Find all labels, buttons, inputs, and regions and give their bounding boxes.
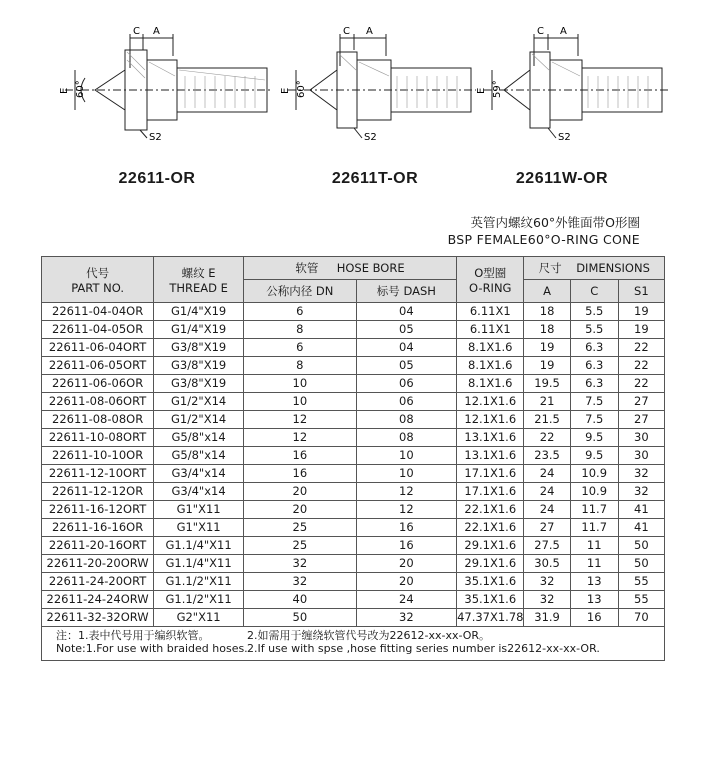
table-cell: 17.1X1.6 — [457, 465, 524, 483]
model-label-1: 22611-OR — [118, 170, 196, 187]
table-cell: 8 — [243, 321, 356, 339]
table-cell: G1.1/2"X11 — [154, 591, 244, 609]
table-cell: 12.1X1.6 — [457, 393, 524, 411]
table-row — [42, 429, 665, 447]
table-cell: 32 — [524, 591, 570, 609]
table-cell: 22.1X1.6 — [457, 519, 524, 537]
table-cell: 10.9 — [570, 483, 618, 501]
table-cell: G5/8"x14 — [154, 447, 244, 465]
table-cell: 12 — [243, 411, 356, 429]
table-cell: 27 — [524, 519, 570, 537]
table-cell: 16 — [356, 519, 456, 537]
header-part-en: PART NO. — [71, 280, 124, 295]
table-cell: 9.5 — [570, 447, 618, 465]
table-row — [42, 501, 665, 519]
header-dash: 标号 DASH — [356, 280, 456, 303]
table-cell: G3/8"X19 — [154, 339, 244, 357]
header-thread — [154, 257, 244, 303]
table-cell: 19 — [618, 321, 664, 339]
table-cell: 6.11X1 — [457, 321, 524, 339]
table-cell: 50 — [243, 609, 356, 627]
table-cell: 22 — [618, 339, 664, 357]
table-cell: G1/2"X14 — [154, 411, 244, 429]
table-cell: 20 — [356, 573, 456, 591]
table-cell: 32 — [243, 555, 356, 573]
table-cell: 22611-10-08ORT — [42, 429, 154, 447]
table-cell: 6.3 — [570, 357, 618, 375]
notes-box — [41, 622, 665, 661]
spec-table — [41, 256, 665, 627]
table-cell: 22611-12-10ORT — [42, 465, 154, 483]
table-cell: 19 — [524, 339, 570, 357]
table-cell: 27 — [618, 393, 664, 411]
table-cell: 12 — [356, 483, 456, 501]
header-part — [42, 257, 154, 303]
table-cell: 22611-06-06OR — [42, 375, 154, 393]
table-cell: 22 — [618, 357, 664, 375]
table-cell: 17.1X1.6 — [457, 483, 524, 501]
table-cell: 24 — [524, 465, 570, 483]
table-cell: 06 — [356, 393, 456, 411]
dim-c-label-3: C — [537, 26, 544, 37]
table-row — [42, 465, 665, 483]
table-cell: 6.11X1 — [457, 303, 524, 321]
table-cell: 12.1X1.6 — [457, 411, 524, 429]
header-part-cn: 代号 — [86, 265, 110, 280]
table-cell: 04 — [356, 303, 456, 321]
table-cell: 22 — [618, 375, 664, 393]
table-cell: 31.9 — [524, 609, 570, 627]
table-cell: G2"X11 — [154, 609, 244, 627]
header-dn: 公称内径 DN — [243, 280, 356, 303]
table-cell: 27.5 — [524, 537, 570, 555]
dim-e-label-2: E — [280, 87, 291, 94]
dim-c-label-2: C — [343, 26, 350, 37]
header-dim-en: DIMENSIONS — [576, 261, 650, 275]
table-cell: 13 — [570, 591, 618, 609]
table-cell: 40 — [243, 591, 356, 609]
table-row — [42, 339, 665, 357]
table-cell: 22611-06-05ORT — [42, 357, 154, 375]
table-cell: 22611-10-10OR — [42, 447, 154, 465]
table-cell: 35.1X1.6 — [457, 591, 524, 609]
table-cell: 24 — [524, 483, 570, 501]
header-oring-cn: O型圈 — [474, 265, 507, 280]
table-cell: 27 — [618, 411, 664, 429]
table-row — [42, 357, 665, 375]
table-cell: 22611-16-12ORT — [42, 501, 154, 519]
drawings-area — [0, 0, 706, 200]
table-cell: G3/8"X19 — [154, 357, 244, 375]
table-row — [42, 537, 665, 555]
angle-label-2: 60° — [296, 80, 307, 98]
table-cell: 10 — [356, 447, 456, 465]
table-cell: 11.7 — [570, 501, 618, 519]
table-cell: 12 — [243, 429, 356, 447]
note-2-en: 2.If use with spse ,hose fitting series number is22612-xx-xx-OR. — [247, 642, 600, 655]
table-cell: 22611-20-20ORW — [42, 555, 154, 573]
header-thread-en: THREAD E — [169, 280, 228, 295]
table-cell: 19.5 — [524, 375, 570, 393]
table-cell: 30 — [618, 447, 664, 465]
header-dim-cn: 尺寸 — [538, 261, 562, 275]
table-cell: 7.5 — [570, 411, 618, 429]
table-cell: 22611-08-06ORT — [42, 393, 154, 411]
table-cell: 35.1X1.6 — [457, 573, 524, 591]
table-cell: 22611-08-08OR — [42, 411, 154, 429]
table-cell: 22 — [524, 429, 570, 447]
table-cell: 21 — [524, 393, 570, 411]
angle-label-3: 59° — [492, 80, 503, 98]
table-cell: 22611-16-16OR — [42, 519, 154, 537]
table-cell: 32 — [618, 483, 664, 501]
table-cell: 32 — [618, 465, 664, 483]
table-cell: 20 — [243, 483, 356, 501]
table-row — [42, 591, 665, 609]
table-row — [42, 555, 665, 573]
table-cell: 41 — [618, 519, 664, 537]
table-cell: 9.5 — [570, 429, 618, 447]
header-thread-cn: 螺纹 E — [181, 265, 216, 280]
table-cell: 5.5 — [570, 321, 618, 339]
table-cell: 13 — [570, 573, 618, 591]
table-cell: G1/4"X19 — [154, 321, 244, 339]
table-cell: 20 — [356, 555, 456, 573]
spec-table-body — [42, 303, 665, 627]
table-cell: 13.1X1.6 — [457, 429, 524, 447]
table-cell: 70 — [618, 609, 664, 627]
table-cell: 22611-24-24ORW — [42, 591, 154, 609]
table-cell: 22611-06-04ORT — [42, 339, 154, 357]
dim-e-label-3: E — [476, 87, 487, 94]
table-cell: 20 — [243, 501, 356, 519]
fitting-drawing-1 — [55, 20, 275, 145]
table-row — [42, 393, 665, 411]
table-cell: 24 — [524, 501, 570, 519]
table-row — [42, 573, 665, 591]
table-cell: 6 — [243, 303, 356, 321]
fitting-drawing-3 — [478, 20, 678, 145]
header-oring-en: O-RING — [469, 280, 512, 295]
table-cell: 08 — [356, 429, 456, 447]
table-cell: 55 — [618, 573, 664, 591]
table-cell: 19 — [524, 357, 570, 375]
table-row — [42, 411, 665, 429]
dim-c-label-1: C — [133, 26, 140, 37]
table-cell: 16 — [243, 447, 356, 465]
table-cell: 22611-12-12OR — [42, 483, 154, 501]
table-cell: 12 — [356, 501, 456, 519]
table-cell: 22611-24-20ORT — [42, 573, 154, 591]
table-cell: 05 — [356, 321, 456, 339]
header-hose-cn: 软管 — [295, 261, 319, 275]
header-c: C — [570, 280, 618, 303]
note-1-cn: 注：1.表中代号用于编织软管。 — [56, 629, 210, 642]
table-cell: 6 — [243, 339, 356, 357]
table-cell: 22611-04-04OR — [42, 303, 154, 321]
table-cell: G1.1/4"X11 — [154, 555, 244, 573]
table-cell: G3/4"x14 — [154, 465, 244, 483]
dim-a-label-1: A — [153, 26, 160, 37]
table-cell: 24 — [356, 591, 456, 609]
table-row — [42, 519, 665, 537]
fitting-drawing-2 — [282, 20, 482, 145]
table-cell: G1/2"X14 — [154, 393, 244, 411]
table-cell: 23.5 — [524, 447, 570, 465]
model-label-3: 22611W-OR — [515, 170, 609, 187]
table-cell: 05 — [356, 357, 456, 375]
table-cell: 04 — [356, 339, 456, 357]
table-cell: G1"X11 — [154, 501, 244, 519]
table-cell: 6.3 — [570, 375, 618, 393]
table-cell: G5/8"x14 — [154, 429, 244, 447]
dim-s-label-1: S2 — [149, 132, 162, 143]
table-cell: 18 — [524, 303, 570, 321]
table-cell: 29.1X1.6 — [457, 555, 524, 573]
header-hose — [243, 257, 456, 280]
table-cell: 18 — [524, 321, 570, 339]
dim-e-label-1: E — [59, 87, 70, 94]
table-cell: G3/8"X19 — [154, 375, 244, 393]
table-cell: 16 — [356, 537, 456, 555]
dim-s-label-2: S2 — [364, 132, 377, 143]
table-cell: 32 — [356, 609, 456, 627]
table-cell: 50 — [618, 537, 664, 555]
table-cell: G1/4"X19 — [154, 303, 244, 321]
table-cell: 7.5 — [570, 393, 618, 411]
table-cell: 47.37X1.78 — [457, 609, 524, 627]
table-cell: 10.9 — [570, 465, 618, 483]
dim-s-label-3: S2 — [558, 132, 571, 143]
table-cell: 19 — [618, 303, 664, 321]
table-cell: 30 — [618, 429, 664, 447]
table-cell: 32 — [243, 573, 356, 591]
table-cell: 22.1X1.6 — [457, 501, 524, 519]
model-label-2: 22611T-OR — [331, 170, 419, 187]
table-cell: 29.1X1.6 — [457, 537, 524, 555]
table-cell: 08 — [356, 411, 456, 429]
table-cell: 22611-20-16ORT — [42, 537, 154, 555]
note-1-en: Note:1.For use with braided hoses. — [56, 642, 248, 655]
table-cell: 10 — [356, 465, 456, 483]
table-cell: G1.1/2"X11 — [154, 573, 244, 591]
dim-a-label-3: A — [560, 26, 567, 37]
table-cell: 41 — [618, 501, 664, 519]
table-row — [42, 321, 665, 339]
table-cell: 8.1X1.6 — [457, 357, 524, 375]
angle-label-1: 60° — [75, 80, 86, 98]
table-cell: 11 — [570, 537, 618, 555]
header-oring — [457, 257, 524, 303]
note-2-cn: 2.如需用于缠绕软管代号改为22612-xx-xx-OR。 — [247, 629, 491, 642]
table-row — [42, 303, 665, 321]
table-cell: 5.5 — [570, 303, 618, 321]
table-cell: 22611-04-05OR — [42, 321, 154, 339]
table-cell: G1"X11 — [154, 519, 244, 537]
header-s1: S1 — [618, 280, 664, 303]
caption-chinese: 英管内螺纹60°外锥面带O形圈 — [470, 215, 640, 230]
header-hose-en: HOSE BORE — [336, 261, 405, 275]
dim-a-label-2: A — [366, 26, 373, 37]
table-cell: 22611-32-32ORW — [42, 609, 154, 627]
table-cell: 11.7 — [570, 519, 618, 537]
table-row — [42, 483, 665, 501]
table-cell: 06 — [356, 375, 456, 393]
table-cell: 32 — [524, 573, 570, 591]
table-cell: 10 — [243, 375, 356, 393]
table-cell: G3/4"x14 — [154, 483, 244, 501]
table-cell: 16 — [243, 465, 356, 483]
table-cell: 8.1X1.6 — [457, 375, 524, 393]
table-cell: 10 — [243, 393, 356, 411]
caption-english: BSP FEMALE60°O-RING CONE — [447, 232, 640, 247]
table-cell: 25 — [243, 519, 356, 537]
table-cell: 50 — [618, 555, 664, 573]
table-cell: 55 — [618, 591, 664, 609]
table-cell: 30.5 — [524, 555, 570, 573]
header-dimensions — [524, 257, 665, 280]
table-cell: 8 — [243, 357, 356, 375]
table-cell: 16 — [570, 609, 618, 627]
table-cell: 25 — [243, 537, 356, 555]
table-cell: 8.1X1.6 — [457, 339, 524, 357]
table-row — [42, 375, 665, 393]
table-cell: 21.5 — [524, 411, 570, 429]
table-cell: 13.1X1.6 — [457, 447, 524, 465]
table-cell: 6.3 — [570, 339, 618, 357]
table-row — [42, 447, 665, 465]
table-cell: 11 — [570, 555, 618, 573]
table-cell: G1.1/4"X11 — [154, 537, 244, 555]
header-a: A — [524, 280, 570, 303]
